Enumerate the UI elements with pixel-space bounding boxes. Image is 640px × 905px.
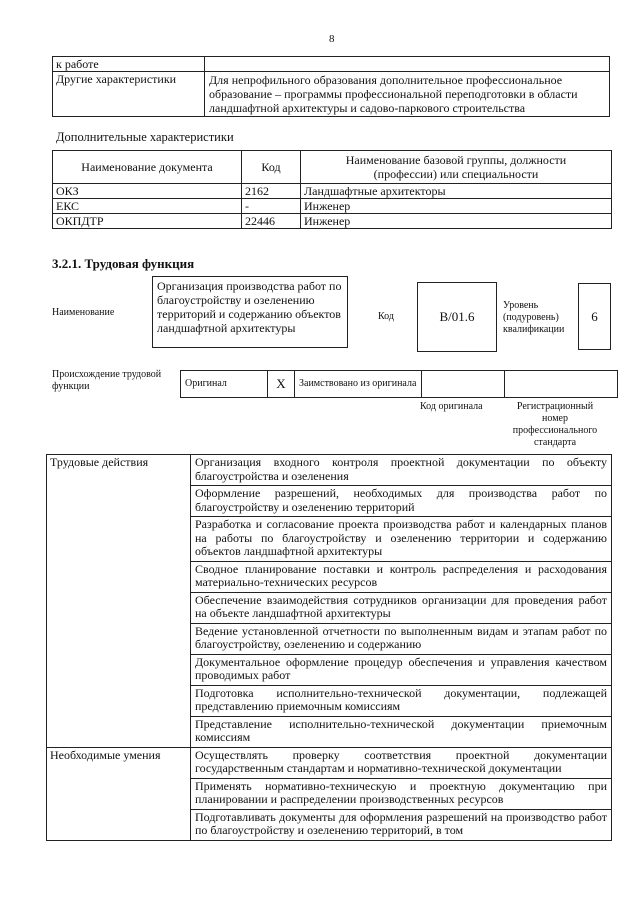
table-row [47, 747, 612, 778]
list-item: Организация входного контроля проектной документации по объекту благоустройства и озеленения [191, 455, 612, 486]
name-cell: Инженер [301, 214, 612, 229]
labor-function-table [46, 454, 612, 841]
list-item: Обеспечение взаимодействия сотрудников организации для проведения работ на объекте ландшафтной архитектуры [191, 592, 612, 623]
table-row [53, 214, 612, 229]
doc-cell: ЕКС [53, 199, 242, 214]
code-label: Код [378, 311, 394, 322]
qualification-level-label: Уровень (подуровень) квалификации [503, 300, 565, 335]
code-original-cell [422, 371, 505, 398]
column-header: Наименование базовой группы, должности (профессии) или специальности [301, 151, 612, 184]
page-number: 8 [329, 33, 335, 45]
table-row [47, 455, 612, 486]
table-row [53, 199, 612, 214]
original-mark-cell: X [268, 371, 295, 398]
function-code-box: B/01.6 [417, 282, 497, 352]
qualification-level-box: 6 [578, 283, 611, 350]
list-item: Разработка и согласование проекта производства работ и календарных планов на работы по благоустройству и озеленению территории и содержанию объектов ландшафтной архитектуры [191, 517, 612, 562]
code-original-caption: Код оригинала [420, 401, 483, 412]
borrowed-label-cell: Заимствовано из оригинала [295, 371, 422, 398]
code-cell: - [242, 199, 301, 214]
reg-number-caption: Регистрационный номер профессионального стандарта [512, 401, 598, 448]
list-item: Применять нормативно-техническую и проектную документацию при планировании и распределении производственных ресурсов [191, 778, 612, 809]
name-cell: Ландшафтные архитекторы [301, 184, 612, 199]
section-title: 3.2.1. Трудовая функция [52, 256, 195, 271]
name-label: Наименование [52, 307, 115, 318]
list-item: Представление исполнительно-технической документации приемочным комиссиям [191, 716, 612, 747]
row-value [205, 57, 610, 72]
table-header-row [53, 151, 612, 184]
qualification-requirements-table [52, 56, 610, 117]
doc-cell: ОКЗ [53, 184, 242, 199]
column-header: Код [242, 151, 301, 184]
table-row [53, 57, 610, 72]
list-item: Подготовка исполнительно-технической документации, подлежащей представлению приемочным комиссиям [191, 685, 612, 716]
additional-characteristics-heading: Дополнительные характеристики [56, 130, 234, 144]
list-item: Сводное планирование поставки и контроль распределения и расходования материально-технических ресурсов [191, 561, 612, 592]
doc-cell: ОКПДТР [53, 214, 242, 229]
reg-number-cell [505, 371, 618, 398]
table-row [53, 184, 612, 199]
list-item: Ведение установленной отчетности по выполненным видам и этапам работ по благоустройству, озеленению и содержанию [191, 623, 612, 654]
table-row [181, 371, 618, 398]
list-item: Осуществлять проверку соответствия проектной документации государственным стандартам и нормативно-технической документации [191, 747, 612, 778]
code-cell: 2162 [242, 184, 301, 199]
list-item: Оформление разрешений, необходимых для производства работ по благоустройству и озеленению территорий [191, 486, 612, 517]
list-item: Документальное оформление процедур обеспечения и управления качеством проводимых работ [191, 654, 612, 685]
list-item: Подготавливать документы для оформления разрешений на производство работ по благоустройству и озеленению территорий, в том [191, 809, 612, 840]
name-cell: Инженер [301, 199, 612, 214]
origin-label: Происхождение трудовой функции [52, 369, 162, 392]
labor-actions-label: Трудовые действия [47, 455, 191, 748]
origin-table [180, 370, 618, 398]
row-label: к работе [53, 57, 205, 72]
table-row [53, 72, 610, 117]
column-header: Наименование документа [53, 151, 242, 184]
original-label-cell: Оригинал [181, 371, 268, 398]
function-name-box: Организация производства работ по благоустройству и озеленению территорий и содержанию объектов ландшафтной архитектуры [152, 276, 348, 348]
skills-label: Необходимые умения [47, 747, 191, 840]
code-cell: 22446 [242, 214, 301, 229]
row-label: Другие характеристики [53, 72, 205, 117]
additional-characteristics-table [52, 150, 612, 229]
row-value: Для непрофильного образования дополнительное профессиональное образование – программы профессиональной переподготовки в области ландшафтной архитектуры и садово-паркового строительства [205, 72, 610, 117]
